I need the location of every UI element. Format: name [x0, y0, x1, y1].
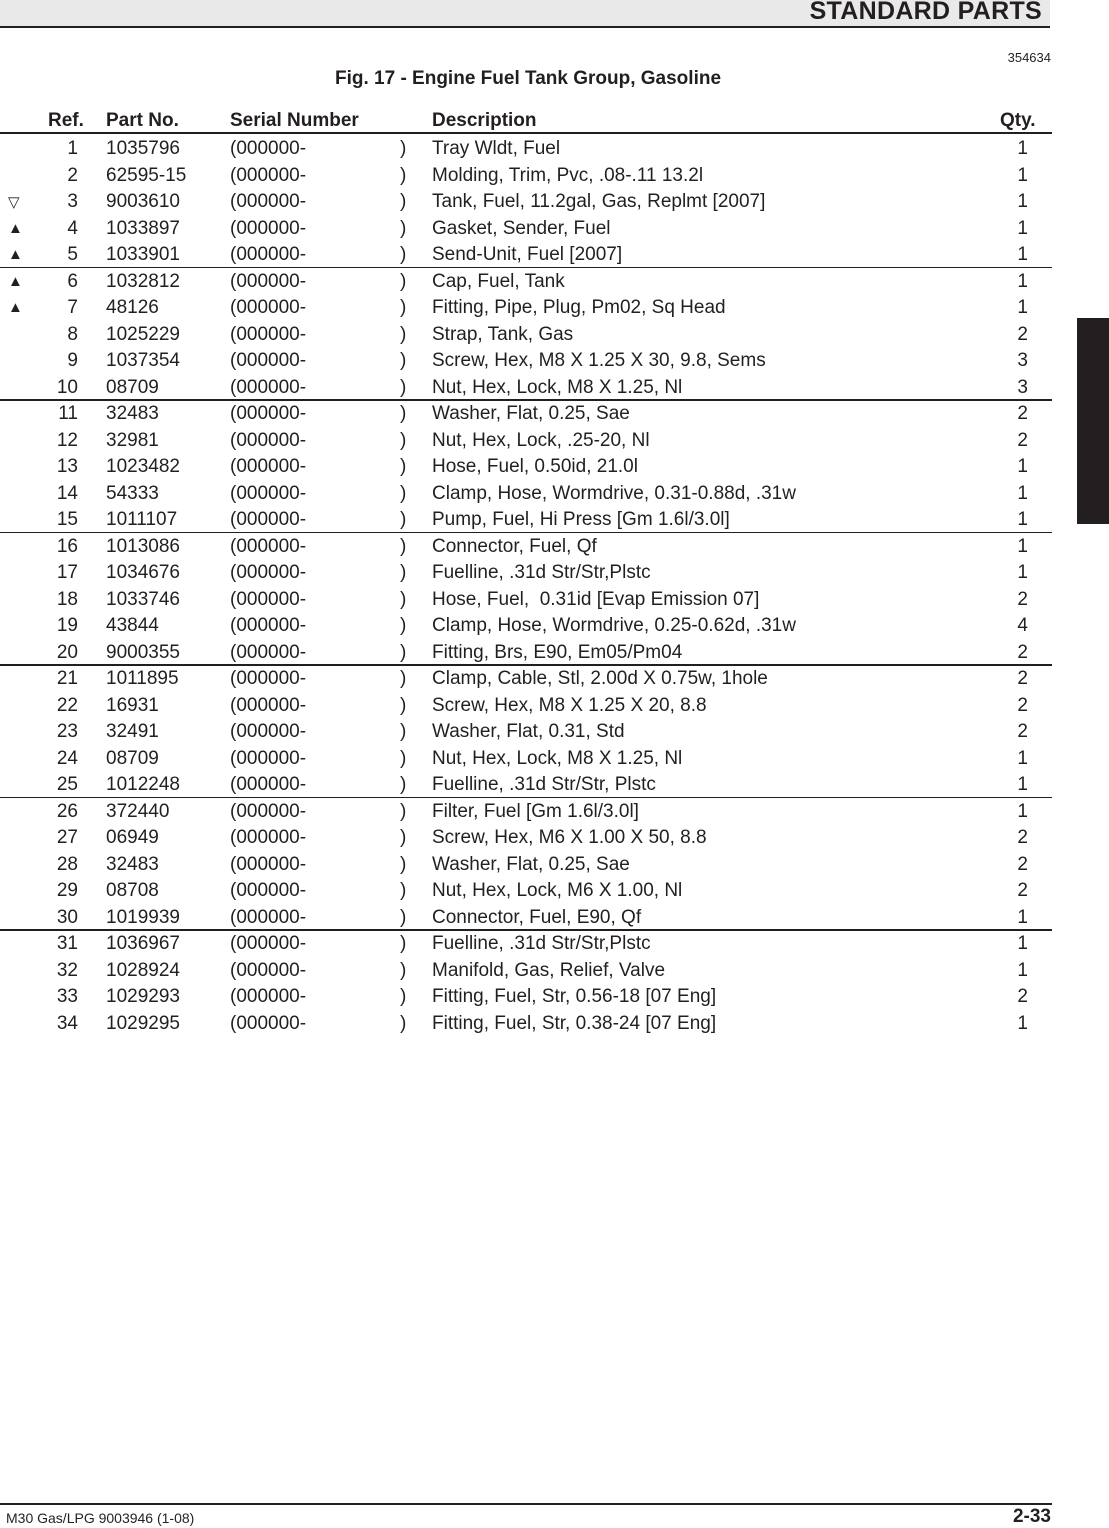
- footer-rule: [0, 1503, 1052, 1505]
- description: Screw, Hex, M6 X 1.00 X 50, 8.8: [432, 827, 707, 848]
- table-row: [0, 665, 1052, 692]
- serial-number: (000000-: [230, 403, 307, 424]
- table-row: [0, 586, 1052, 613]
- ref-number: 19: [56, 615, 78, 636]
- part-number: 62595-15: [106, 164, 187, 186]
- part-number: 1032812: [106, 270, 180, 292]
- serial-number: (000000-: [230, 244, 307, 265]
- table-row: [0, 374, 1052, 401]
- ref-number: 22: [56, 694, 78, 716]
- part-number: 16931: [106, 694, 159, 716]
- quantity: 2: [1017, 429, 1028, 451]
- table-row: [0, 400, 1052, 427]
- ref-number: 30: [56, 906, 78, 928]
- ref-number: 24: [56, 747, 78, 769]
- serial-close: ): [400, 376, 407, 398]
- serial-close: ): [400, 615, 407, 636]
- part-number: 1033901: [106, 244, 180, 265]
- description: Nut, Hex, Lock, M8 X 1.25, Nl: [432, 747, 683, 769]
- serial-number: (000000-: [230, 827, 307, 848]
- serial-number: (000000-: [230, 509, 307, 530]
- quantity: 1: [1017, 959, 1028, 981]
- serial-close: ): [400, 880, 407, 901]
- marker-icon: ▽: [8, 194, 20, 211]
- table-row: [0, 692, 1052, 719]
- ref-number: 18: [56, 588, 78, 610]
- part-number: 1033897: [106, 217, 180, 239]
- ref-number: 33: [56, 986, 78, 1007]
- quantity: 2: [1017, 853, 1028, 875]
- ref-number: 8: [67, 323, 78, 345]
- serial-number: (000000-: [230, 350, 307, 371]
- serial-number: (000000-: [230, 880, 307, 901]
- table-row: [0, 983, 1052, 1010]
- serial-close: ): [400, 562, 407, 583]
- serial-number: (000000-: [230, 588, 307, 610]
- ref-number: 29: [56, 880, 78, 901]
- quantity: 2: [1017, 641, 1028, 663]
- description: Fuelline, .31d Str/Str, Plstc: [432, 774, 656, 795]
- serial-close: ): [400, 429, 407, 451]
- quantity: 1: [1017, 244, 1028, 265]
- part-number: 08708: [106, 880, 159, 901]
- description: Hose, Fuel, 0.50id, 21.0l: [432, 456, 638, 477]
- part-number: 32483: [106, 403, 159, 424]
- quantity: 2: [1017, 721, 1028, 742]
- serial-number: (000000-: [230, 191, 307, 212]
- description: Cap, Fuel, Tank: [432, 270, 565, 292]
- serial-number: (000000-: [230, 138, 307, 159]
- quantity: 1: [1017, 774, 1028, 795]
- quantity: 1: [1017, 906, 1028, 928]
- quantity: 2: [1017, 827, 1028, 848]
- serial-number: (000000-: [230, 1012, 307, 1034]
- table-row: [0, 930, 1052, 957]
- quantity: 2: [1017, 323, 1028, 345]
- serial-number: (000000-: [230, 774, 307, 795]
- serial-close: ): [400, 668, 407, 689]
- serial-close: ): [400, 456, 407, 477]
- description: Washer, Flat, 0.31, Std: [432, 721, 625, 742]
- part-number: 1029295: [106, 1012, 180, 1034]
- serial-number: (000000-: [230, 986, 307, 1007]
- table-row: [0, 427, 1052, 454]
- table-row: [0, 268, 1052, 295]
- serial-close: ): [400, 138, 407, 159]
- ref-number: 27: [56, 827, 78, 848]
- quantity: 2: [1017, 880, 1028, 901]
- ref-number: 9: [67, 350, 78, 371]
- section-title: STANDARD PARTS: [809, 0, 1042, 25]
- quantity: 2: [1017, 403, 1028, 424]
- page-number: 2-33: [1012, 1506, 1051, 1527]
- description: Nut, Hex, Lock, M8 X 1.25, Nl: [432, 376, 683, 398]
- quantity: 1: [1017, 456, 1028, 477]
- column-header-ref: Ref.: [48, 110, 84, 131]
- part-number: 1019939: [106, 906, 180, 928]
- table-row: [0, 533, 1052, 560]
- ref-number: 20: [56, 641, 78, 663]
- quantity: 1: [1017, 933, 1028, 954]
- description: Gasket, Sender, Fuel: [432, 217, 611, 239]
- serial-number: (000000-: [230, 270, 307, 292]
- figure-title: Fig. 17 - Engine Fuel Tank Group, Gasoline: [334, 68, 722, 89]
- table-row: [0, 321, 1052, 348]
- serial-number: (000000-: [230, 482, 307, 504]
- table-row: [0, 347, 1052, 374]
- part-number: 32981: [106, 429, 159, 451]
- ref-number: 6: [67, 270, 78, 292]
- quantity: 3: [1017, 350, 1028, 371]
- serial-close: ): [400, 853, 407, 875]
- part-number: 32491: [106, 721, 159, 742]
- serial-close: ): [400, 164, 407, 186]
- table-row: [0, 453, 1052, 480]
- description: Clamp, Hose, Wormdrive, 0.31-0.88d, .31w: [432, 482, 796, 504]
- serial-close: ): [400, 800, 407, 822]
- serial-close: ): [400, 721, 407, 742]
- description: Strap, Tank, Gas: [432, 323, 574, 345]
- table-row: [0, 877, 1052, 904]
- part-number: 1011895: [106, 668, 179, 689]
- table-row: [0, 957, 1052, 984]
- ref-number: 31: [56, 933, 78, 954]
- ref-number: 32: [56, 959, 78, 981]
- table-row: [0, 162, 1052, 189]
- part-number: 54333: [106, 482, 159, 504]
- table-row: [0, 745, 1052, 772]
- serial-close: ): [400, 217, 407, 239]
- ref-number: 15: [56, 509, 78, 530]
- quantity: 1: [1017, 562, 1028, 583]
- serial-number: (000000-: [230, 164, 307, 186]
- table-row: [0, 824, 1052, 851]
- serial-close: ): [400, 641, 407, 663]
- part-number: 1028924: [106, 959, 180, 981]
- serial-close: ): [400, 986, 407, 1007]
- description: Send-Unit, Fuel [2007]: [432, 244, 623, 265]
- serial-number: (000000-: [230, 323, 307, 345]
- serial-number: (000000-: [230, 562, 307, 583]
- serial-close: ): [400, 774, 407, 795]
- description: Washer, Flat, 0.25, Sae: [432, 403, 630, 424]
- serial-close: ): [400, 350, 407, 371]
- quantity: 1: [1017, 509, 1028, 530]
- table-row: [0, 559, 1052, 586]
- column-header-description: Description: [432, 110, 537, 131]
- part-number: 1029293: [106, 986, 180, 1007]
- quantity: 1: [1017, 270, 1028, 292]
- ref-number: 2: [67, 164, 78, 186]
- description: Fitting, Fuel, Str, 0.38-24 [07 Eng]: [432, 1012, 717, 1034]
- description: Filter, Fuel [Gm 1.6l/3.0l]: [432, 800, 639, 822]
- column-header-serial: Serial Number: [230, 110, 359, 131]
- description: Clamp, Cable, Stl, 2.00d X 0.75w, 1hole: [432, 668, 768, 689]
- ref-number: 1: [67, 138, 78, 159]
- part-number: 06949: [106, 827, 159, 848]
- ref-number: 21: [56, 668, 78, 689]
- serial-number: (000000-: [230, 615, 307, 636]
- ref-number: 12: [56, 429, 78, 451]
- table-row: [0, 135, 1052, 162]
- serial-close: ): [400, 588, 407, 610]
- serial-number: (000000-: [230, 800, 307, 822]
- quantity: 1: [1017, 297, 1028, 318]
- serial-close: ): [400, 959, 407, 981]
- quantity: 1: [1017, 191, 1028, 212]
- serial-close: ): [400, 694, 407, 716]
- table-row: [0, 639, 1052, 666]
- quantity: 1: [1017, 164, 1028, 186]
- quantity: 1: [1017, 138, 1028, 159]
- serial-close: ): [400, 535, 407, 557]
- serial-number: (000000-: [230, 668, 307, 689]
- ref-number: 5: [67, 244, 78, 265]
- marker-icon: ▲: [8, 272, 23, 290]
- quantity: 1: [1017, 800, 1028, 822]
- serial-close: ): [400, 747, 407, 769]
- part-number: 1034676: [106, 562, 180, 583]
- part-number: 1013086: [106, 535, 180, 557]
- ref-number: 7: [67, 297, 78, 318]
- serial-close: ): [400, 323, 407, 345]
- serial-close: ): [400, 827, 407, 848]
- part-number: 1023482: [106, 456, 180, 477]
- part-number: 1025229: [106, 323, 180, 345]
- quantity: 1: [1017, 747, 1028, 769]
- part-number: 1011107: [106, 509, 178, 530]
- description: Pump, Fuel, Hi Press [Gm 1.6l/3.0l]: [432, 509, 730, 530]
- document-number: 354634: [1007, 50, 1051, 65]
- table-row: [0, 241, 1052, 268]
- column-header-qty: Qty.: [1000, 110, 1036, 131]
- description: Nut, Hex, Lock, .25-20, Nl: [432, 429, 650, 451]
- part-number: 1012248: [106, 774, 180, 795]
- column-header-part-no: Part No.: [106, 110, 179, 131]
- marker-icon: ▲: [8, 219, 23, 237]
- part-number: 372440: [106, 800, 170, 822]
- quantity: 4: [1017, 615, 1028, 636]
- serial-number: (000000-: [230, 853, 307, 875]
- serial-number: (000000-: [230, 456, 307, 477]
- table-row: [0, 506, 1052, 533]
- serial-number: (000000-: [230, 933, 307, 954]
- section-tab-marker: [1077, 318, 1109, 524]
- ref-number: 13: [56, 456, 78, 477]
- description: Screw, Hex, M8 X 1.25 X 30, 9.8, Sems: [432, 350, 766, 371]
- table-row: [0, 904, 1052, 931]
- serial-number: (000000-: [230, 297, 307, 318]
- part-number: 08709: [106, 376, 159, 398]
- serial-number: (000000-: [230, 721, 307, 742]
- description: Tank, Fuel, 11.2gal, Gas, Replmt [2007]: [432, 191, 766, 212]
- table-row: [0, 1010, 1052, 1037]
- ref-number: 4: [67, 217, 78, 239]
- table-row: [0, 294, 1052, 321]
- footer-manual-id: M30 Gas/LPG 9003946 (1-08): [6, 1510, 195, 1526]
- description: Connector, Fuel, E90, Qf: [432, 906, 642, 928]
- table-row: [0, 718, 1052, 745]
- serial-number: (000000-: [230, 641, 307, 663]
- serial-number: (000000-: [230, 535, 307, 557]
- quantity: 2: [1017, 588, 1028, 610]
- quantity: 2: [1017, 668, 1028, 689]
- ref-number: 28: [56, 853, 78, 875]
- serial-number: (000000-: [230, 694, 307, 716]
- description: Fuelline, .31d Str/Str,Plstc: [432, 933, 651, 954]
- serial-close: ): [400, 297, 407, 318]
- part-number: 1036967: [106, 933, 180, 954]
- part-number: 1033746: [106, 588, 180, 610]
- description: Fitting, Fuel, Str, 0.56-18 [07 Eng]: [432, 986, 717, 1007]
- serial-number: (000000-: [230, 376, 307, 398]
- ref-number: 23: [56, 721, 78, 742]
- ref-number: 10: [56, 376, 78, 398]
- table-row: [0, 798, 1052, 825]
- serial-close: ): [400, 403, 407, 424]
- description: Washer, Flat, 0.25, Sae: [432, 853, 630, 875]
- ref-number: 14: [56, 482, 78, 504]
- serial-close: ): [400, 509, 407, 530]
- ref-number: 16: [56, 535, 78, 557]
- description: Manifold, Gas, Relief, Valve: [432, 959, 666, 981]
- description: Screw, Hex, M8 X 1.25 X 20, 8.8: [432, 694, 707, 716]
- serial-close: ): [400, 1012, 407, 1034]
- header-rule: [0, 132, 1052, 134]
- part-number: 1037354: [106, 350, 180, 371]
- part-number: 9003610: [106, 191, 180, 212]
- serial-number: (000000-: [230, 906, 307, 928]
- part-number: 32483: [106, 853, 159, 875]
- part-number: 08709: [106, 747, 159, 769]
- description: Clamp, Hose, Wormdrive, 0.25-0.62d, .31w: [432, 615, 796, 636]
- serial-close: ): [400, 270, 407, 292]
- description: Molding, Trim, Pvc, .08-.11 13.2l: [432, 164, 704, 186]
- table-row: [0, 851, 1052, 878]
- quantity: 2: [1017, 694, 1028, 716]
- serial-close: ): [400, 191, 407, 212]
- ref-number: 3: [67, 191, 78, 212]
- ref-number: 34: [56, 1012, 78, 1034]
- section-header-bar: [0, 0, 1050, 28]
- description: Tray Wldt, Fuel: [432, 138, 561, 159]
- quantity: 2: [1017, 986, 1028, 1007]
- serial-close: ): [400, 933, 407, 954]
- serial-close: ): [400, 244, 407, 265]
- part-number: 9000355: [106, 641, 180, 663]
- serial-close: ): [400, 482, 407, 504]
- quantity: 1: [1017, 217, 1028, 239]
- description: Hose, Fuel, 0.31id [Evap Emission 07]: [432, 588, 760, 610]
- marker-icon: ▲: [8, 246, 23, 263]
- serial-number: (000000-: [230, 747, 307, 769]
- part-number: 48126: [106, 297, 159, 318]
- table-row: [0, 188, 1052, 215]
- table-row: [0, 480, 1052, 507]
- serial-number: (000000-: [230, 217, 307, 239]
- part-number: 43844: [106, 615, 159, 636]
- marker-icon: ▲: [8, 299, 23, 316]
- part-number: 1035796: [106, 138, 180, 159]
- serial-number: (000000-: [230, 429, 307, 451]
- quantity: 1: [1017, 1012, 1028, 1034]
- table-row: [0, 612, 1052, 639]
- serial-close: ): [400, 906, 407, 928]
- ref-number: 26: [56, 800, 78, 822]
- quantity: 3: [1017, 376, 1028, 398]
- description: Fitting, Brs, E90, Em05/Pm04: [432, 641, 683, 663]
- serial-number: (000000-: [230, 959, 307, 981]
- description: Connector, Fuel, Qf: [432, 535, 597, 557]
- ref-number: 11: [58, 403, 78, 424]
- quantity: 1: [1017, 482, 1028, 504]
- quantity: 1: [1017, 535, 1028, 557]
- description: Fuelline, .31d Str/Str,Plstc: [432, 562, 651, 583]
- ref-number: 17: [56, 562, 78, 583]
- table-row: [0, 215, 1052, 242]
- description: Fitting, Pipe, Plug, Pm02, Sq Head: [432, 297, 726, 318]
- ref-number: 25: [56, 774, 78, 795]
- description: Nut, Hex, Lock, M6 X 1.00, Nl: [432, 880, 683, 901]
- table-row: [0, 771, 1052, 798]
